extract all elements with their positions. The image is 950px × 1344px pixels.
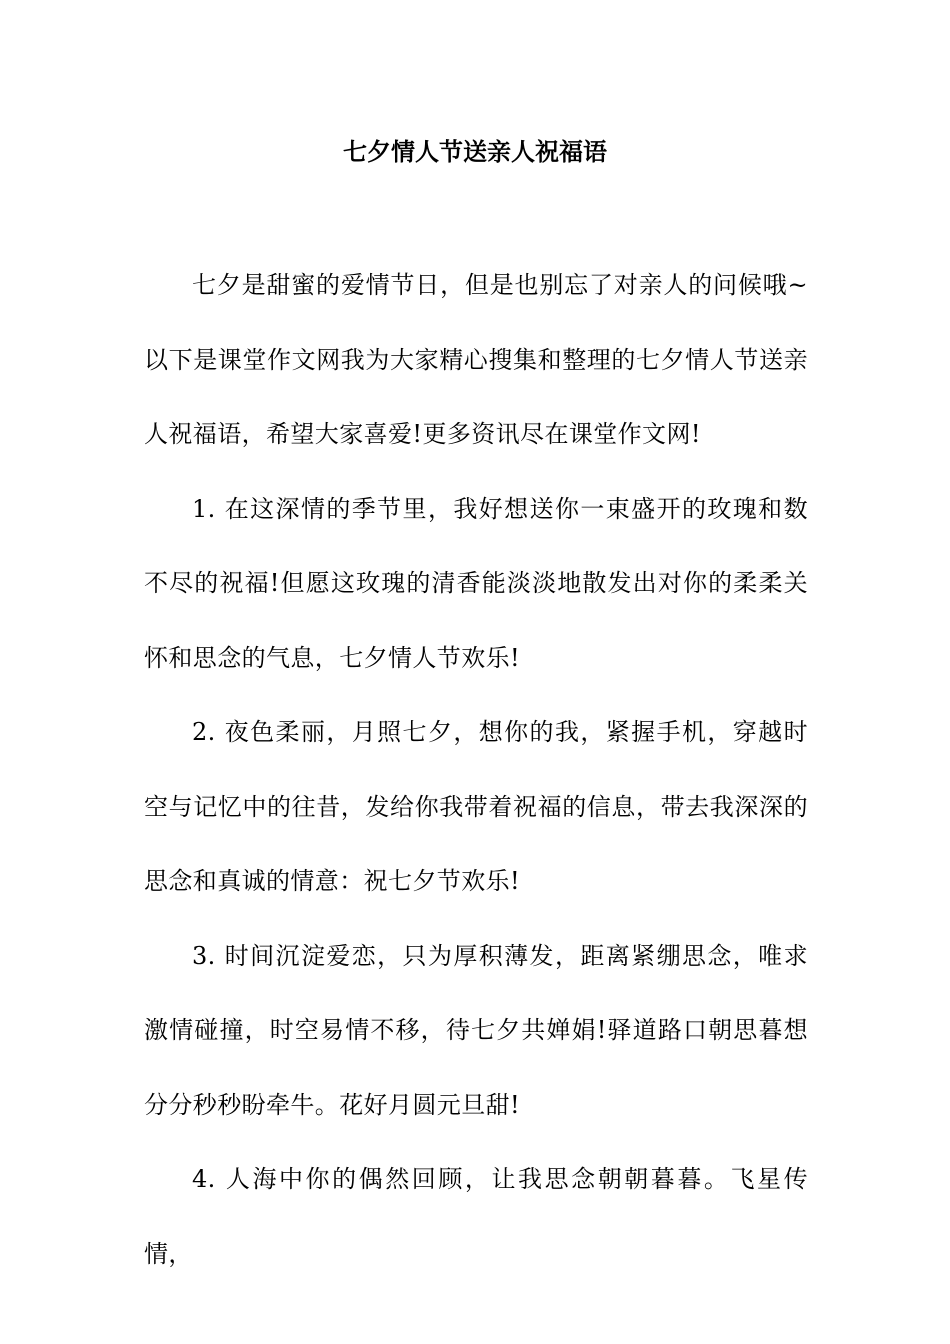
paragraph-item-4: 4. 人海中你的偶然回顾，让我思念朝朝暮暮。飞星传情， (144, 1165, 808, 1268)
document-body (144, 248, 808, 1291)
paragraph-item-2: 2. 夜色柔丽，月照七夕，想你的我，紧握手机，穿越时空与记忆中的往昔，发给你我带着祝福的信息，带去我深深的思念和真诚的情意：祝七夕节欢乐! (144, 718, 808, 895)
document-title: 七夕情人节送亲人祝福语 (343, 137, 607, 166)
paragraph-intro: 七夕是甜蜜的爱情节日，但是也别忘了对亲人的问候哦~以下是课堂作文网我为大家精心搜集和整理的七夕情人节送亲人祝福语，希望大家喜爱!更多资讯尽在课堂作文网! (144, 271, 808, 448)
paragraph-item-3: 3. 时间沉淀爱恋，只为厚积薄发，距离紧绷思念，唯求激情碰撞，时空易情不移，待七夕共婵娟!驿道路口朝思暮想分分秒秒盼牵牛。花好月圆元旦甜! (144, 941, 808, 1119)
paragraph-item-1: 1. 在这深情的季节里，我好想送你一束盛开的玫瑰和数不尽的祝福!但愿这玫瑰的清香能淡淡地散发出对你的柔柔关怀和思念的气息，七夕情人节欢乐! (144, 494, 808, 672)
